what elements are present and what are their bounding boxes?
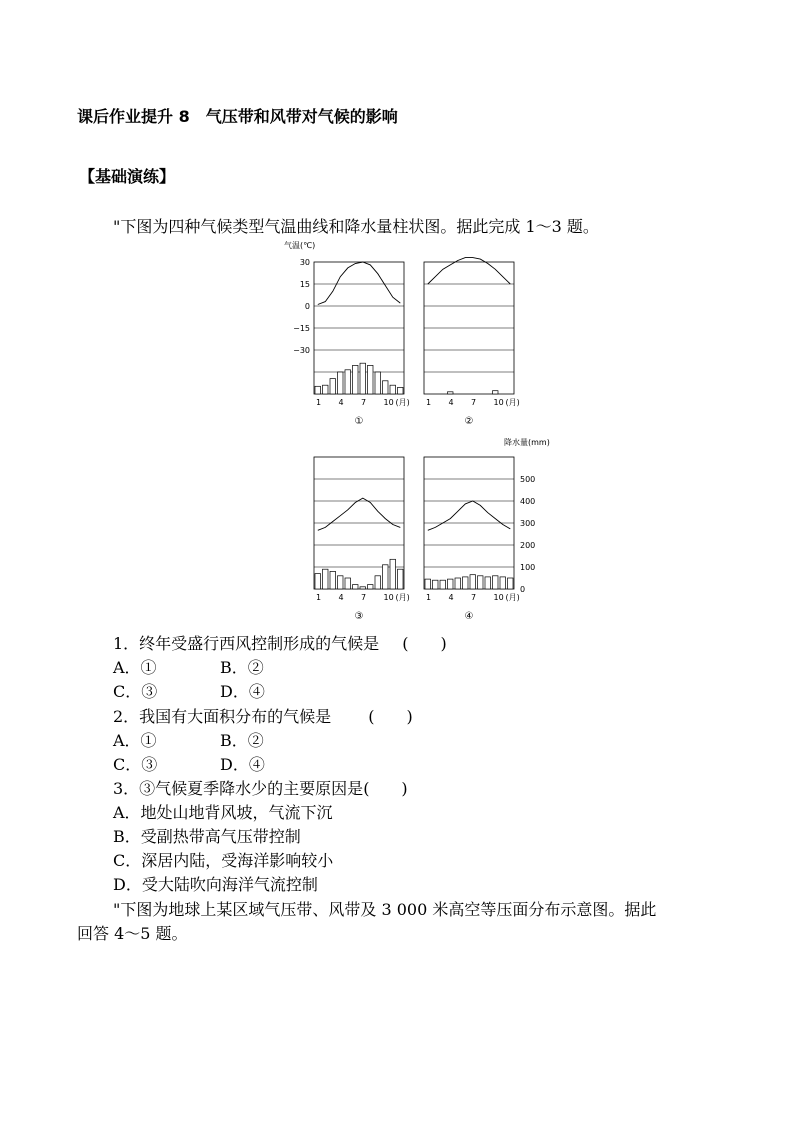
q3-option-a[interactable]: A．地处山地背风坡，气流下沉 [113,803,333,822]
question-1 [113,631,447,654]
temperature-axis-label: 气温(℃) [284,241,316,250]
panel-label: ② [464,416,474,427]
title-part1: 课后作业提升 8 [77,107,190,126]
x-tick-label: 1 [426,593,432,602]
x-unit-label: (月) [395,398,410,407]
x-tick-label: 4 [338,593,344,602]
precipitation-tick-label: 100 [520,563,536,572]
panel-label: ① [354,416,364,427]
precipitation-tick-label: 300 [520,519,536,528]
q2-option-a[interactable]: A．① [113,731,157,750]
precipitation-bar [330,571,336,589]
x-tick-label: 7 [471,593,477,602]
x-tick-label: 1 [316,398,322,407]
question-2-answer-blank[interactable]: ( ) [368,707,413,726]
intro-paragraph-1: "下图为四种气候类型气温曲线和降水量柱状图。据此完成 1～3 题。 [113,217,599,236]
precipitation-bar [360,587,366,589]
precipitation-bar [500,577,506,589]
precipitation-bar [360,363,366,394]
temperature-tick-label: −30 [293,346,310,355]
precipitation-bar [478,576,484,589]
climate-figure [280,236,550,626]
precipitation-bar [470,575,476,589]
panel-label: ③ [354,611,364,622]
precipitation-bar [433,580,439,589]
x-tick-label: 4 [338,398,344,407]
precipitation-bar [345,578,351,589]
q1-option-a[interactable]: A．① [113,658,157,677]
page-title [77,104,398,127]
q2-option-c[interactable]: C．③ [113,755,158,774]
precipitation-bar [338,372,344,394]
precipitation-bar [493,576,499,589]
x-tick-label: 7 [361,593,367,602]
x-tick-label: 10 [493,593,504,602]
question-1-answer-blank[interactable]: ( ) [402,634,447,653]
precipitation-bar [375,576,381,589]
temperature-curve [428,258,511,284]
precipitation-bar [398,569,404,589]
precipitation-bar [390,559,396,589]
question-2-stem: 2．我国有大面积分布的气候是 [113,707,332,726]
precipitation-bar [375,372,381,394]
precipitation-bar [383,565,389,589]
question-1-stem: 1．终年受盛行西风控制形成的气候是 [113,634,380,653]
precipitation-bar [508,578,514,589]
precipitation-bar [493,391,499,394]
temperature-curve [428,501,511,530]
q3-option-b[interactable]: B．受副热带高气压带控制 [113,827,301,846]
precipitation-bar [463,577,469,589]
precipitation-bar [398,387,404,394]
precipitation-tick-label: 500 [520,475,536,484]
precipitation-bar [485,577,491,589]
precipitation-bar [345,370,351,394]
q3-option-d[interactable]: D．受大陆吹向海洋气流控制 [113,875,318,894]
title-part2: 气压带和风带对气候的影响 [205,107,398,126]
q1-option-d[interactable]: D．④ [220,682,265,701]
question-2 [113,704,413,727]
question-3 [113,776,408,799]
x-unit-label: (月) [505,398,520,407]
precipitation-bar [330,379,336,394]
precipitation-bar [315,574,321,589]
temperature-tick-label: 0 [304,302,310,311]
panel-label: ④ [464,611,474,622]
precipitation-bar [448,392,454,394]
temperature-tick-label: 30 [299,258,310,267]
temperature-tick-label: 15 [299,280,310,289]
question-3-stem: 3．③气候夏季降水少的主要原因是 [113,779,364,798]
q2-option-b[interactable]: B．② [220,731,264,750]
precipitation-bar [323,569,329,589]
x-tick-label: 4 [448,398,454,407]
precipitation-bar [383,381,389,394]
precipitation-bar [425,579,431,589]
precipitation-bar [368,365,374,394]
precipitation-bar [390,385,396,394]
precipitation-bar [353,585,359,589]
q1-option-c[interactable]: C．③ [113,682,158,701]
x-tick-label: 10 [493,398,504,407]
precipitation-tick-label: 400 [520,497,536,506]
precipitation-bar [353,365,359,394]
q2-option-d[interactable]: D．④ [220,755,265,774]
precipitation-bar [455,578,461,589]
x-tick-label: 10 [383,398,394,407]
temperature-curve [318,262,401,305]
precipitation-bar [323,385,329,394]
precipitation-bar [338,576,344,589]
x-unit-label: (月) [395,593,410,602]
temperature-curve [318,498,401,530]
x-tick-label: 1 [426,398,432,407]
precipitation-tick-label: 200 [520,541,536,550]
section-heading: 【基础演练】 [79,167,176,186]
x-tick-label: 4 [448,593,454,602]
precipitation-tick-label: 0 [520,585,526,594]
precipitation-bar [368,585,374,589]
q3-option-c[interactable]: C．深居内陆，受海洋影响较小 [113,851,334,870]
x-tick-label: 7 [471,398,477,407]
precipitation-bar [315,386,321,394]
precipitation-bar [448,579,454,589]
x-unit-label: (月) [505,593,520,602]
intro-paragraph-2-line-1: "下图为地球上某区域气压带、风带及 3 000 米高空等压面分布示意图。据此 [113,900,657,919]
precipitation-bar [440,580,446,589]
question-3-answer-blank[interactable]: ( ) [363,779,408,798]
precipitation-axis-label: 降水量(mm) [504,438,550,447]
temperature-tick-label: −15 [293,324,310,333]
q1-option-b[interactable]: B．② [220,658,264,677]
x-tick-label: 7 [361,398,367,407]
x-tick-label: 1 [316,593,322,602]
x-tick-label: 10 [383,593,394,602]
intro-paragraph-2-line-2: 回答 4～5 题。 [77,924,188,943]
